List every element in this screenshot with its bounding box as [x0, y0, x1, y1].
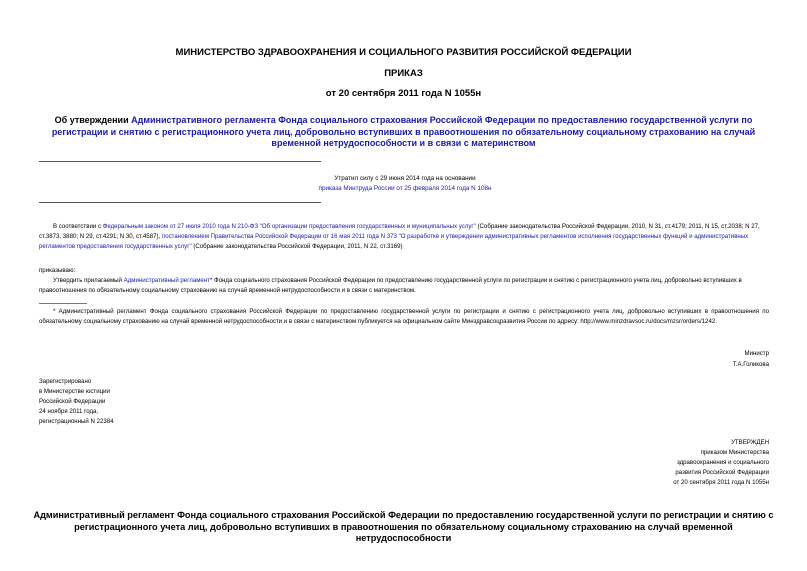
preamble-text: В соответствии с — [53, 223, 103, 230]
repeal-order-link[interactable]: приказа Минтруда России от 25 февраля 2014 года N 108н — [318, 185, 492, 192]
admin-regulation-link[interactable]: Административный регламент — [123, 277, 210, 284]
registration-block — [39, 377, 114, 427]
registration-line: Зарегистрировано — [39, 378, 92, 385]
order-text: * Фонда социального страхования Российской Федерации по предоставлению государственной услуги по регистрации и снятию с регистрационного учета лиц, добровольно вступивших в правоотношения по обязательному социальному страхованию на случай временной нетрудоспособности и в связи с материнством. — [39, 277, 742, 294]
signatory-position: Министр — [744, 350, 769, 357]
approval-line: развития Российской Федерации — [675, 469, 769, 476]
approval-line: УТВЕРЖДЕН — [731, 439, 769, 446]
ministry-heading: МИНИСТЕРСТВО ЗДРАВООХРАНЕНИЯ И СОЦИАЛЬНОГО РАЗВИТИЯ РОССИЙСКОЙ ФЕДЕРАЦИИ — [175, 47, 632, 58]
approval-line: здравоохранения и социального — [676, 459, 769, 466]
approval-line: приказом Министерства — [700, 449, 769, 456]
preamble-text: (Собрание законодательства Российской Федерации, 2010, N 31, ст.4179; 2011, N 15, ст.2038; N 27, ст.3873, 3880; N 29, ст.4291; N 30, ст.4587), — [39, 223, 760, 240]
document-title — [40, 115, 767, 150]
federal-law-link[interactable]: Федеральным законом от 27 июля 2010 года N 210-ФЗ "Об организации предоставления государственных и муниципальных услуг" — [102, 223, 476, 230]
status-block — [240, 174, 570, 194]
registration-line: 24 ноября 2011 года, — [39, 408, 99, 415]
registration-line: Российской Федерации — [39, 398, 106, 405]
approval-line: от 20 сентября 2011 года N 1055н — [673, 479, 769, 486]
title-prefix: Об утверждении — [54, 115, 132, 125]
divider — [39, 161, 321, 162]
approval-block — [560, 438, 769, 488]
order-paragraph — [39, 276, 769, 296]
doc-type: ПРИКАЗ — [384, 68, 423, 79]
registration-line: регистрационный N 22384 — [39, 418, 114, 425]
preamble-paragraph — [39, 222, 769, 252]
registration-line: в Министерстве юстиции — [39, 388, 110, 395]
regulation-heading: Административный регламент Фонда социального страхования Российской Федерации по предоставлению государственной услуги по регистрации и снятию с регистрационного учета лиц, добровольно вступивших в правоотношения по обязательному социальному страхованию на случай временной нетрудоспособности — [33, 510, 774, 543]
footnote: * Административный регламент Фонда социального страхования Российской Федерации по предоставлению государственной услуги по регистрации и снятию с регистрационного учета лиц, добровольно вступивших в правоотношения по обязательному социальному страхованию на случай временной нетрудоспособности и в связи с материнством публикуется на официальном сайте Минздравсоцразвития России по адресу: http://www.minzdravsoc.ru/docs/mzsr/orders/1242. — [39, 308, 769, 325]
signatory-name: Т.А.Голикова — [732, 361, 769, 368]
government-decree-link[interactable]: постановлением Правительства Российской Федерации от 16 мая 2011 года N 373 "О разработке и утверждении административных регламентов исполнения государственных функций и административных регламентов предоставления государственных услуг" — [39, 233, 749, 250]
regulation-title-link[interactable]: Административного регламента Фонда социального страхования Российской Федерации по предоставлению государственной услуги по регистрации и снятию с регистрационного учета лиц, добровольно вступивших в правоотношения по обязательному социальному страхованию на случай временной нетрудоспособности и в связи с материнством — [51, 115, 756, 148]
divider — [39, 202, 321, 203]
status-line: Утратил силу с 29 июня 2014 года на основании — [334, 175, 476, 182]
footnote-divider — [39, 303, 87, 304]
order-text: Утвердить прилагаемый — [53, 277, 124, 284]
doc-date-number: от 20 сентября 2011 года N 1055н — [325, 88, 482, 99]
preamble-text: (Собрание законодательства Российской Федерации, 2011, N 22, ст.3169) — [191, 243, 403, 250]
order-word: приказываю: — [39, 267, 76, 274]
